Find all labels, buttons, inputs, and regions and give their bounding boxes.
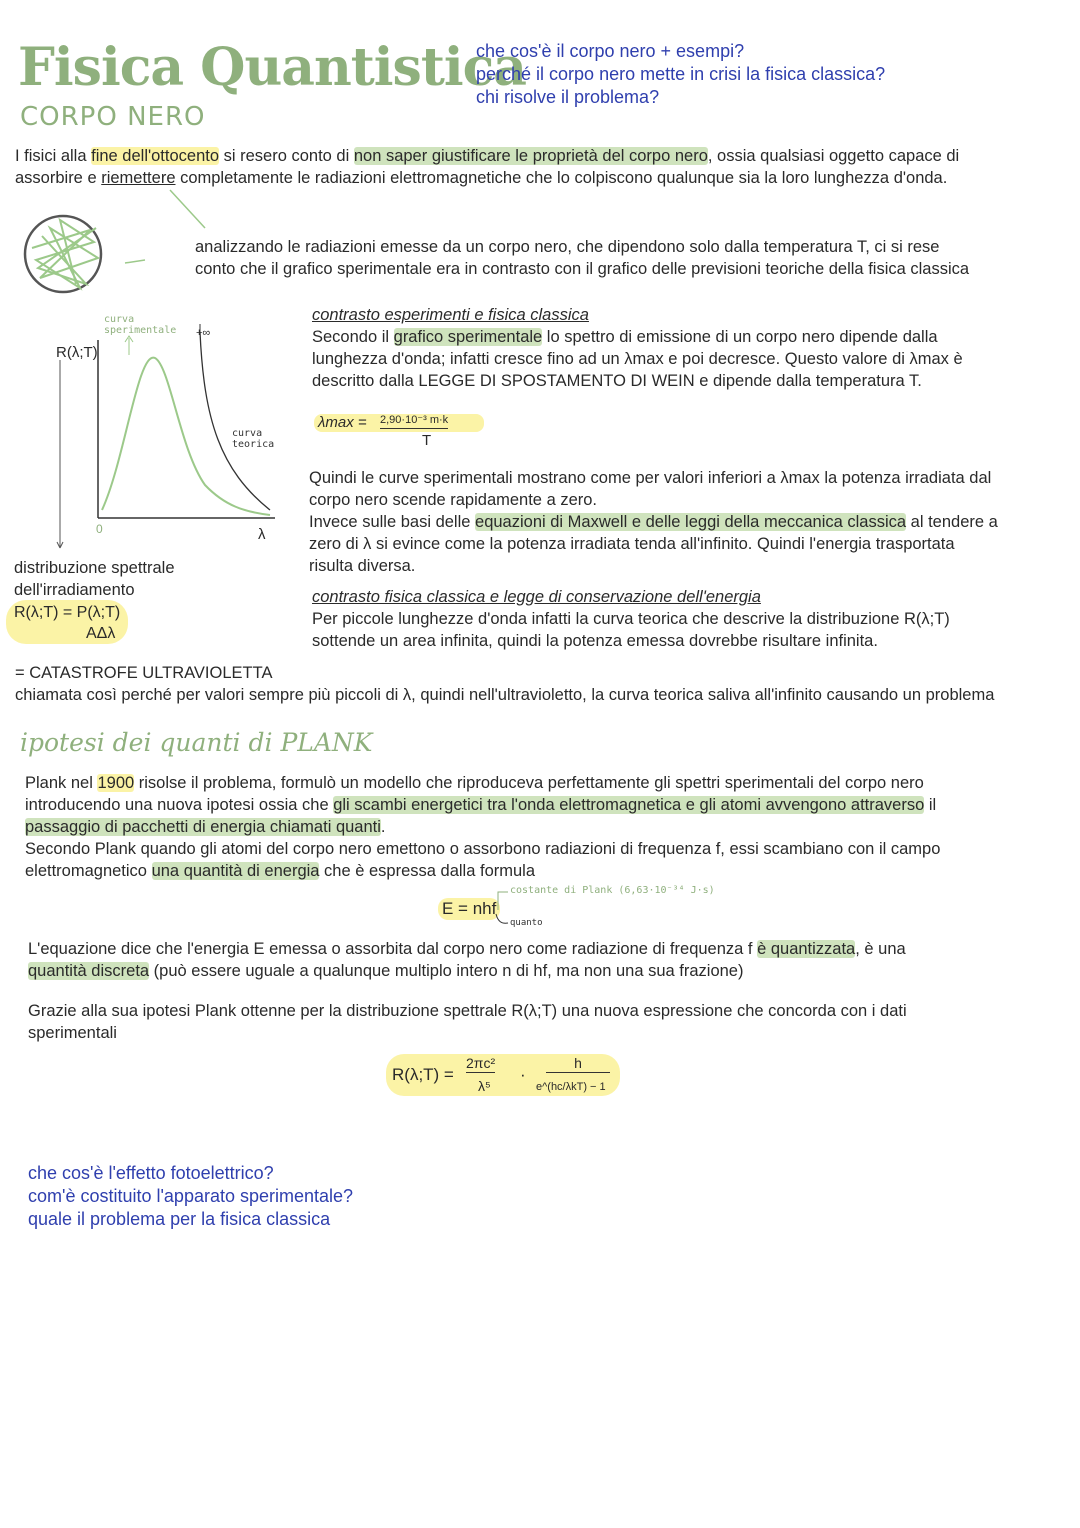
- highlight-corpo-nero: non saper giustificare le proprietà del corpo nero: [353, 147, 708, 165]
- label-curva-teorica: curva teorica: [232, 428, 275, 450]
- highlight-ottocento: fine dell'ottocento: [91, 147, 220, 165]
- footer-question-1: che cos'è l'effetto fotoelettrico?: [28, 1163, 274, 1183]
- intro-paragraph: I fisici alla fine dell'ottocento si resero conto di non saper giustificare le proprietà del corpo nero, ossia qualsiasi oggetto capace di assorbire e riemettere completamente le radiazioni elettromagnetiche che lo colpiscono qualunque sia la loro lunghezza d'onda.: [15, 147, 960, 187]
- graph-origin: 0: [96, 522, 103, 536]
- header-questions: [476, 40, 885, 109]
- analysis-paragraph: analizzando le radiazioni emesse da un corpo nero, che dipendono solo dalla temperatura T, ci si rese conto che il grafico sperimentale era in contrasto con il grafico delle previsioni teoriche della fisica classica: [195, 238, 970, 278]
- label-curva-sperimentale: curva sperimentale: [104, 314, 177, 336]
- catastrophe-paragraph: = CATASTROFE ULTRAVIOLETTA chiamata così perché per valori sempre più piccoli di λ, quindi nell'ultravioletto, la curva teorica saliva all'infinito causando un problema: [15, 664, 995, 704]
- contrast1-section: contrasto esperimenti e fisica classica Secondo il grafico sperimentale lo spettro di emissione di un corpo nero dipende dalla lunghezza d'onda; infatti cresce fino ad un λmax e poi decresce. Questo valore di λmax è descritto dalla LEGGE DI SPOSTAMENTO DI WEIN e dipende dalla temperatura T.: [312, 304, 1072, 392]
- contrast1-heading: contrasto esperimenti e fisica classica: [312, 306, 589, 324]
- wien-formula: λmax = 2,90·10⁻³ m·k T: [314, 410, 484, 448]
- contrast2-heading: contrasto fisica classica e legge di conservazione dell'energia: [312, 588, 761, 606]
- question-3: chi risolve il problema?: [476, 87, 660, 107]
- contrast2-section: contrasto fisica classica e legge di conservazione dell'energia Per piccole lunghezze d'onda infatti la curva teorica che descrive la distribuzione R(λ;T) sottende un area infinita, quindi la potenza emessa dovrebbe risultare infinita.: [312, 586, 1072, 652]
- footer-question-2: com'è costituito l'apparato sperimentale?: [28, 1186, 354, 1206]
- planck-law-formula: R(λ;T) = 2πc² λ⁵ · h e^(hc/λkT) − 1: [386, 1054, 620, 1096]
- label-infinity: +∞: [196, 327, 211, 339]
- grazie-paragraph: Grazie alla sua ipotesi Plank ottenne per la distribuzione spettrale R(λ;T) una nuova espressione che concorda con i dati sperimentali: [28, 1002, 907, 1042]
- irradiance-formula: R(λ;T) = P(λ;T) AΔλ: [6, 600, 128, 644]
- planck-paragraph: Plank nel 1900 risolse il problema, formulò un modello che riproduceva perfettamente gli spettri sperimentali del corpo nero introducendo una nuova ipotesi ossia che gli scambi energetici tra l'onda elettromagnetica e gli atomi avvengono attraverso il passaggio di pacchetti di energia chiamati quanti. Secondo Plank quando gli atomi del corpo nero emettono o assorbono radiazioni di frequenza f, essi scambiano con il campo elettromagnetico una quantità di energia che è espressa dalla formula: [25, 774, 941, 880]
- equation-paragraph: L'equazione dice che l'energia E emessa o assorbita dal corpo nero come radiazione di frequenza f è quantizzata, è una quantità discreta (può essere uguale a qualunque multiplo intero n di hf, ma non una sua frazione): [28, 940, 906, 980]
- footer-question-3: quale il problema per la fisica classica: [28, 1209, 331, 1229]
- graph-ylabel: R(λ;T): [56, 344, 98, 361]
- graph-caption: distribuzione spettrale dell'irradiamento: [14, 559, 175, 599]
- footer-questions: [28, 1162, 353, 1231]
- planck-formula-note: costante di Plank (6,63·10⁻³⁴ J·s) E = nhf quanto: [430, 880, 730, 932]
- question-2: perché il corpo nero mette in crisi la fisica classica?: [476, 64, 886, 84]
- graph-xlabel: λ: [258, 526, 266, 543]
- planck-section-title: ipotesi dei quanti di PLANK: [20, 728, 373, 757]
- page-title: Fisica Quantistica: [18, 37, 526, 98]
- section-subtitle: CORPO NERO: [20, 102, 206, 132]
- theoretical-curve: [200, 332, 270, 510]
- question-1: che cos'è il corpo nero + esempi?: [476, 41, 745, 61]
- curves-paragraph: Quindi le curve sperimentali mostrano come per valori inferiori a λmax la potenza irradiata dal corpo nero scende rapidamente a zero. Invece sulle basi delle equazioni di Maxwell e delle leggi della meccanica classica al tendere a zero di λ si evince come la potenza irradiata tenda all'infinito. Quindi l'energia trasportata risulta diversa.: [309, 469, 998, 575]
